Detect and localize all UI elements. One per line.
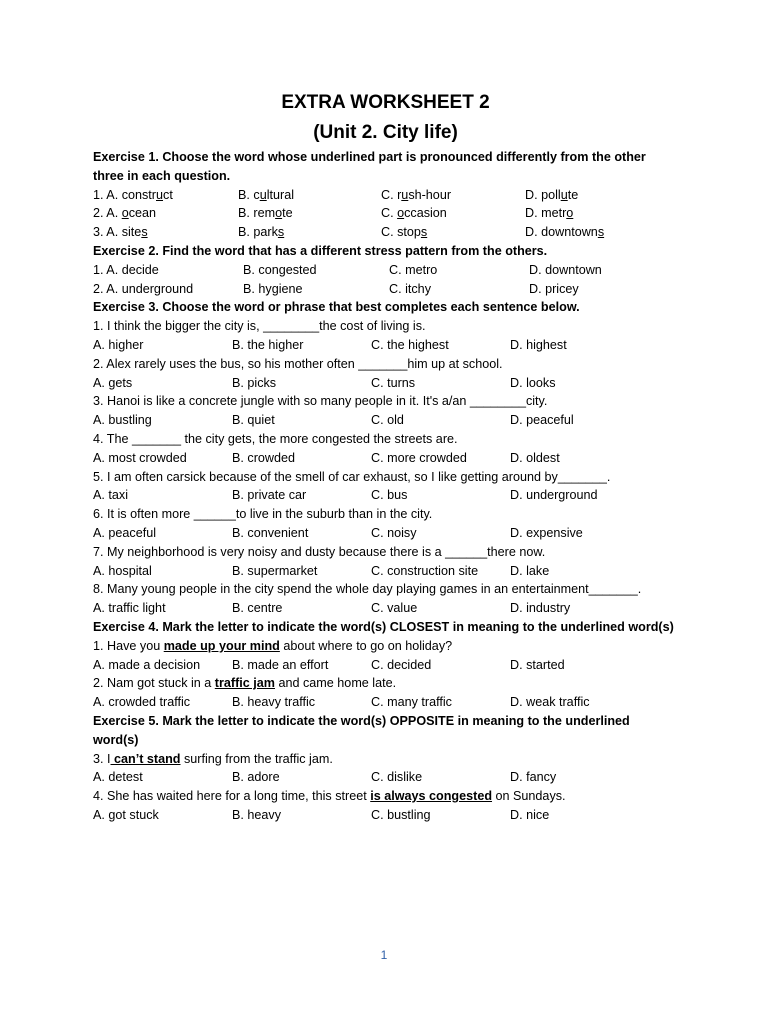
- option: D. highest: [510, 337, 567, 352]
- option: 2. A. underground: [93, 281, 194, 296]
- ex3-question-options: [93, 524, 678, 543]
- ex3-question-options: [93, 599, 678, 618]
- exercise-2-heading: Exercise 2. Find the word that has a different stress pattern from the others.: [93, 243, 548, 258]
- ex4-question-1-options: [93, 656, 678, 675]
- option: 3. A. sites: [93, 225, 148, 240]
- option: D. underground: [510, 488, 598, 503]
- option: B. remote: [238, 206, 293, 221]
- ex1-question-1: [93, 186, 678, 205]
- option: C. construction site: [371, 563, 479, 578]
- ex3-question-list: [93, 317, 678, 618]
- option: D. fancy: [510, 770, 557, 785]
- option: C. turns: [371, 375, 416, 390]
- worksheet-page: [93, 88, 678, 825]
- ex5-question-4-stem: 4. She has waited here for a long time, this street is always congested on Sundays.: [93, 789, 566, 804]
- option: C. itchy: [389, 281, 431, 296]
- option: D. weak traffic: [510, 695, 590, 710]
- ex3-question-options: [93, 562, 678, 581]
- option: D. downtown: [529, 262, 602, 277]
- option: 1. A. construct: [93, 187, 173, 202]
- option: A. most crowded: [93, 450, 187, 465]
- option: B. supermarket: [232, 563, 318, 578]
- ex3-question-options: [93, 449, 678, 468]
- ex3-question-stem: 7. My neighborhood is very noisy and dusty because there is a ______there now.: [93, 544, 546, 559]
- option: D. expensive: [510, 525, 583, 540]
- option: D. metro: [525, 206, 574, 221]
- exercise-5-heading: Exercise 5. Mark the letter to indicate the word(s) OPPOSITE in meaning to the underlined word(s): [93, 713, 630, 747]
- ex4-question-2-stem: 2. Nam got stuck in a traffic jam and came home late.: [93, 676, 397, 691]
- ex3-question-stem: 4. The _______ the city gets, the more congested the streets are.: [93, 431, 458, 446]
- option: B. congested: [243, 262, 317, 277]
- option: D. looks: [510, 375, 556, 390]
- option: C. value: [371, 601, 418, 616]
- option: A. traffic light: [93, 601, 166, 616]
- option: A. gets: [93, 375, 133, 390]
- option: B. made an effort: [232, 657, 329, 672]
- exercise-4-heading: Exercise 4. Mark the letter to indicate the word(s) CLOSEST in meaning to the underlined word(s): [93, 619, 674, 634]
- option: C. metro: [389, 262, 438, 277]
- option: C. old: [371, 413, 404, 428]
- option: C. decided: [371, 657, 432, 672]
- option: A. detest: [93, 770, 143, 785]
- option: C. bus: [371, 488, 408, 503]
- ex2-question-2: [93, 280, 678, 299]
- ex2-question-1: [93, 261, 678, 280]
- option: C. dislike: [371, 770, 423, 785]
- option: B. the higher: [232, 337, 304, 352]
- option: 1. A. decide: [93, 262, 159, 277]
- worksheet-subtitle: (Unit 2. City life): [313, 122, 458, 143]
- option: D. oldest: [510, 450, 560, 465]
- option: B. heavy: [232, 807, 282, 822]
- option: A. bustling: [93, 413, 152, 428]
- ex4-question-2-options: [93, 693, 678, 712]
- option: B. picks: [232, 375, 277, 390]
- ex5-question-4-options: [93, 806, 678, 825]
- option: C. many traffic: [371, 695, 452, 710]
- option: C. occasion: [381, 206, 447, 221]
- exercise-1-heading: Exercise 1. Choose the word whose underlined part is pronounced differently from the other three in each question.: [93, 150, 646, 183]
- ex3-question-stem: 3. Hanoi is like a concrete jungle with so many people in it. It's a/an ________city.: [93, 394, 548, 409]
- option: A. peaceful: [93, 525, 157, 540]
- option: B. convenient: [232, 525, 309, 540]
- option: C. more crowded: [371, 450, 467, 465]
- option: A. hospital: [93, 563, 152, 578]
- ex4-question-1-stem: 1. Have you made up your mind about where to go on holiday?: [93, 638, 453, 653]
- ex3-question-options: [93, 486, 678, 505]
- option: B. cultural: [238, 187, 295, 202]
- ex3-question-stem: 6. It is often more ______to live in the suburb than in the city.: [93, 507, 433, 522]
- option: D. peaceful: [510, 413, 574, 428]
- ex1-question-3: [93, 223, 678, 242]
- option: C. rush-hour: [381, 187, 452, 202]
- option: A. got stuck: [93, 807, 159, 822]
- option: B. adore: [232, 770, 280, 785]
- option: B. centre: [232, 601, 283, 616]
- option: B. private car: [232, 488, 307, 503]
- option: 2. A. ocean: [93, 206, 157, 221]
- option: A. taxi: [93, 488, 128, 503]
- page-number: 1: [380, 948, 388, 962]
- option: A. made a decision: [93, 657, 201, 672]
- ex3-question-options: [93, 411, 678, 430]
- option: C. the highest: [371, 337, 449, 352]
- option: D. started: [510, 657, 565, 672]
- option: C. noisy: [371, 525, 417, 540]
- ex1-question-2: [93, 204, 678, 223]
- option: D. industry: [510, 601, 571, 616]
- ex5-question-3-options: [93, 768, 678, 787]
- option: D. lake: [510, 563, 550, 578]
- ex3-question-options: [93, 336, 678, 355]
- option: D. nice: [510, 807, 550, 822]
- option: B. parks: [238, 225, 285, 240]
- option: D. pricey: [529, 281, 579, 296]
- option: B. quiet: [232, 413, 275, 428]
- option: C. bustling: [371, 807, 431, 822]
- ex5-question-3-stem: 3. I can’t stand surfing from the traffic jam.: [93, 751, 333, 766]
- ex3-question-stem: 1. I think the bigger the city is, ________the cost of living is.: [93, 319, 426, 334]
- option: B. hygiene: [243, 281, 303, 296]
- ex3-question-stem: 5. I am often carsick because of the smell of car exhaust, so I like getting around by_______.: [93, 469, 611, 484]
- option: A. crowded traffic: [93, 695, 191, 710]
- ex3-question-stem: 2. Alex rarely uses the bus, so his mother often _______him up at school.: [93, 356, 503, 371]
- option: D. pollute: [525, 187, 579, 202]
- exercise-3-heading: Exercise 3. Choose the word or phrase that best completes each sentence below.: [93, 300, 580, 315]
- option: B. heavy traffic: [232, 695, 316, 710]
- option: D. downtowns: [525, 225, 605, 240]
- ex3-question-options: [93, 374, 678, 393]
- option: A. higher: [93, 337, 144, 352]
- worksheet-title: EXTRA WORKSHEET 2: [281, 92, 490, 113]
- option: B. crowded: [232, 450, 295, 465]
- option: C. stops: [381, 225, 428, 240]
- ex3-question-stem: 8. Many young people in the city spend the whole day playing games in an entertainment_______.: [93, 582, 642, 597]
